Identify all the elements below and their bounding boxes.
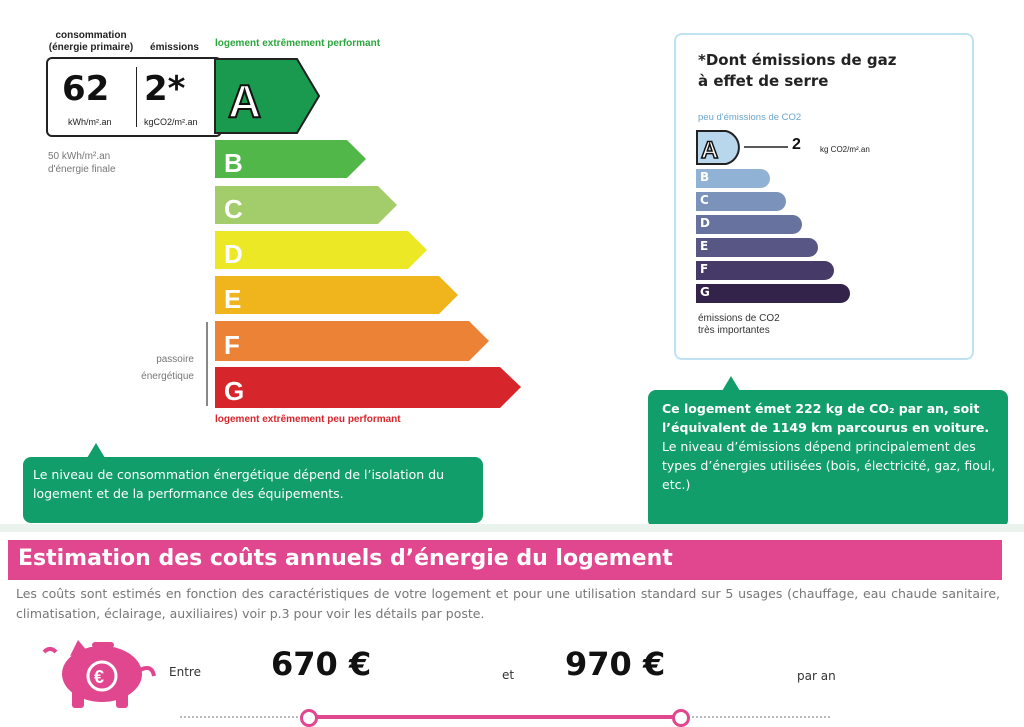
energy-class-scale bbox=[0, 0, 540, 420]
emissions-header: émissions bbox=[150, 42, 199, 53]
energy-class-e bbox=[215, 276, 458, 314]
ges-class-c: C bbox=[696, 192, 786, 211]
ges-class-g: G bbox=[696, 284, 850, 303]
svg-text:G: G bbox=[224, 376, 245, 406]
ges-title: *Dont émissions de gaz à effet de serre bbox=[698, 51, 897, 90]
range-max-handle bbox=[672, 709, 690, 727]
energy-class-a-letter: A bbox=[228, 75, 262, 127]
ges-value: 2 bbox=[792, 136, 801, 153]
between-label: Entre bbox=[169, 665, 201, 679]
emission-unit: kgCO2/m².an bbox=[144, 117, 198, 127]
svg-text:€: € bbox=[94, 667, 105, 687]
top-performance-label: logement extrêmement performant bbox=[215, 38, 381, 49]
piggy-bank-euro-icon bbox=[40, 632, 160, 712]
ges-class-d: D bbox=[696, 215, 802, 234]
cost-min: 670 € bbox=[271, 645, 372, 683]
svg-text:F: F bbox=[224, 330, 240, 360]
energy-class-d bbox=[215, 231, 427, 269]
svg-text:E: E bbox=[224, 284, 242, 314]
costs-description: Les coûts sont estimés en fonction des caractéristiques de votre logement et pour une utilisation standard sur 5 usages (chauffage, eau chaude sanitaire, climatisation, éclairage, auxiliaires) voir p.3 pour voir les détails par poste. bbox=[16, 586, 1000, 621]
energy-info-text: Le niveau de consommation énergétique dépend de l’isolation du logement et de la performance des équipements. bbox=[33, 467, 444, 501]
conso-header: consommation (énergie primaire) bbox=[48, 30, 134, 53]
energy-class-a-current bbox=[215, 59, 319, 133]
ges-class-e: E bbox=[696, 238, 818, 257]
costs-title-band bbox=[8, 540, 1002, 580]
costs-title: Estimation des coûts annuels d’énergie du logement bbox=[18, 546, 673, 571]
svg-text:D: D bbox=[224, 239, 243, 269]
emissions-info-text: Le niveau d’émissions dépend principalement des types d’énergies utilisées (bois, électricité, gaz, fioul, etc.) bbox=[662, 439, 996, 492]
cost-range-fill bbox=[308, 715, 680, 719]
energy-class-b bbox=[215, 140, 366, 178]
final-energy-note: 50 kWh/m².an d'énergie finale bbox=[48, 151, 116, 175]
per-year-label: par an bbox=[797, 669, 836, 683]
ges-card bbox=[674, 33, 974, 360]
bubble-pointer bbox=[722, 376, 740, 391]
conso-value: 62 bbox=[62, 69, 110, 109]
bubble-pointer bbox=[87, 443, 105, 458]
svg-text:B: B bbox=[224, 148, 243, 178]
energy-class-g bbox=[215, 367, 521, 408]
ges-current-letter: A bbox=[701, 137, 719, 164]
energy-class-c bbox=[215, 186, 397, 224]
ges-class-b: B bbox=[696, 169, 770, 188]
ges-class-f: F bbox=[696, 261, 834, 280]
energy-class-f bbox=[215, 321, 489, 361]
emissions-info-bold: Ce logement émet 222 kg de CO₂ par an, soit l’équivalent de 1149 km parcourus en voiture. bbox=[662, 401, 990, 435]
range-min-handle bbox=[300, 709, 318, 727]
ges-unit: kg CO2/m².an bbox=[820, 145, 870, 154]
emission-value: 2* bbox=[144, 69, 186, 109]
conso-unit: kWh/m².an bbox=[68, 117, 112, 127]
ges-bottom-label: émissions de CO2 très importantes bbox=[698, 313, 780, 336]
svg-text:C: C bbox=[224, 194, 243, 224]
and-label: et bbox=[502, 668, 515, 682]
emissions-info-bubble bbox=[648, 390, 1008, 528]
energy-info-bubble bbox=[23, 457, 483, 523]
section-divider bbox=[0, 524, 1024, 532]
bottom-performance-label: logement extrêmement peu performant bbox=[215, 414, 401, 425]
passoire-label: passoire énergétique bbox=[141, 354, 194, 382]
ges-top-label: peu d'émissions de CO2 bbox=[698, 112, 802, 123]
cost-max: 970 € bbox=[565, 645, 666, 683]
